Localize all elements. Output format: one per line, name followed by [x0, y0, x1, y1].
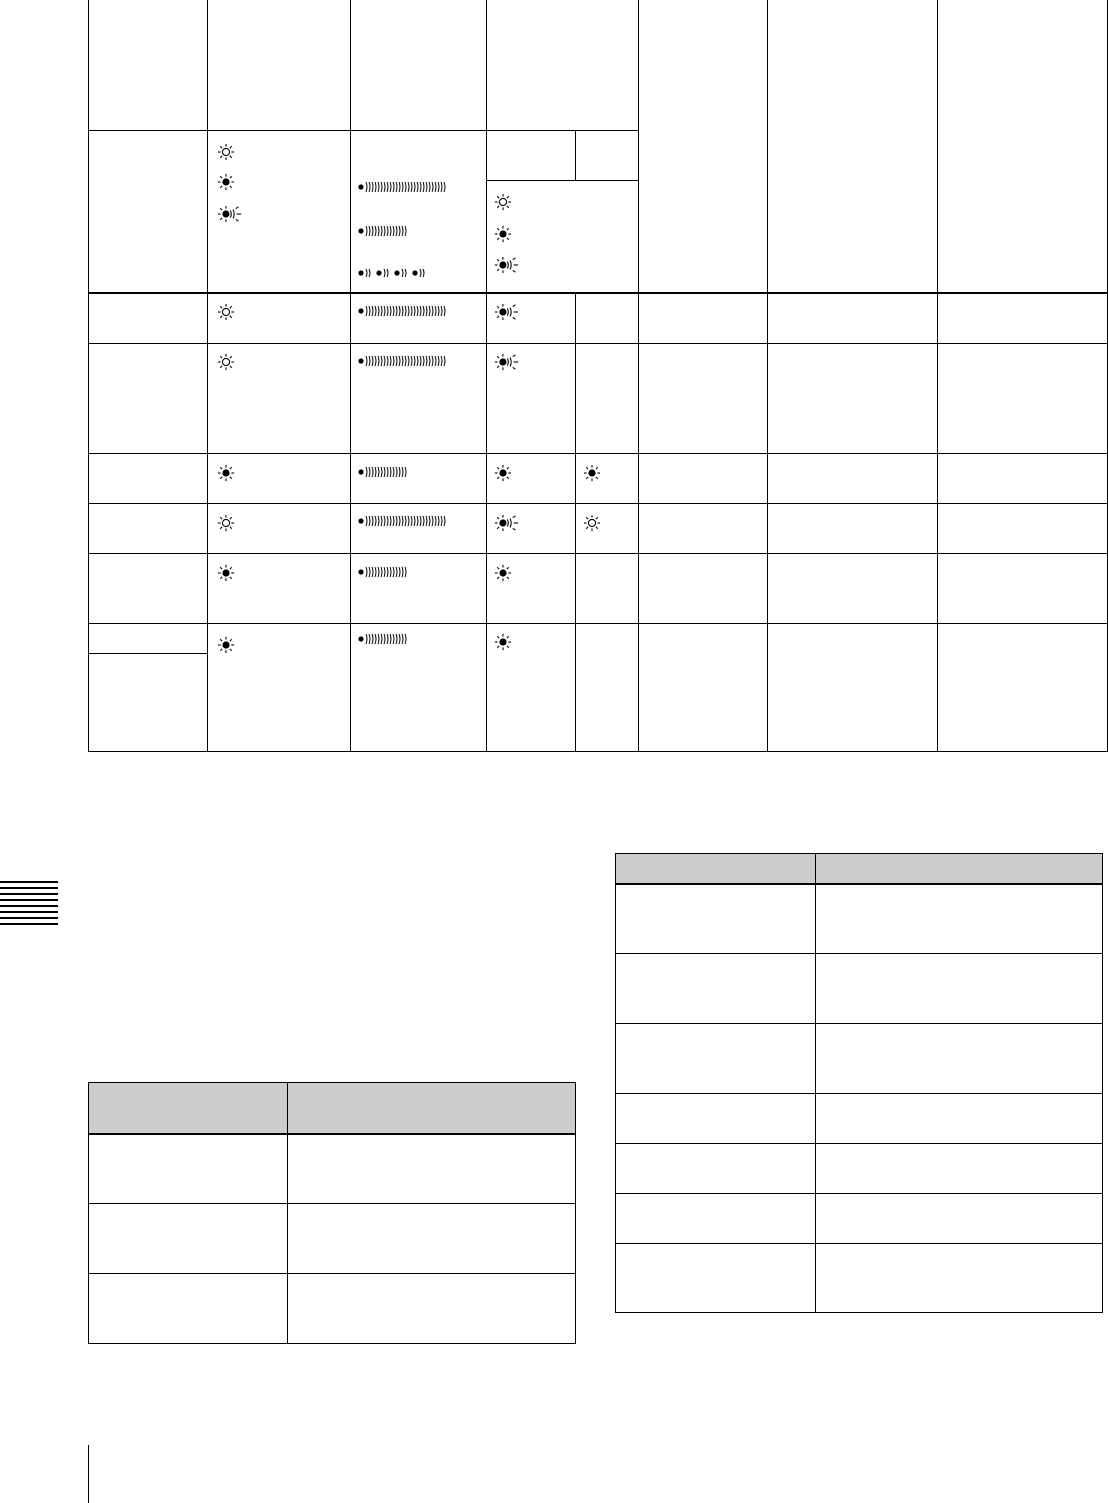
- buzzer-short-icon: [358, 225, 410, 237]
- lamp-flashing-icon: [494, 514, 519, 532]
- lamp-off-icon: [217, 143, 235, 161]
- left-table-header: [88, 1083, 576, 1133]
- lamp-on-icon: [217, 173, 235, 191]
- lamp-on-icon: [217, 464, 235, 482]
- buzzer-short-icon: [358, 466, 410, 478]
- buzzer-continuous-icon: [358, 515, 450, 527]
- buzzer-short-icon: [358, 566, 410, 578]
- lamp-on-icon: [217, 636, 235, 654]
- lamp-off-icon: [494, 193, 512, 211]
- lamp-on-icon: [494, 633, 512, 651]
- lamp-flashing-icon: [494, 256, 519, 274]
- buzzer-short-icon: [358, 633, 410, 645]
- lamp-off-icon: [583, 514, 601, 532]
- lamp-on-icon: [494, 225, 512, 243]
- buzzer-continuous-icon: [358, 355, 450, 367]
- lamp-flashing-icon: [494, 303, 519, 321]
- lamp-off-icon: [217, 514, 235, 532]
- lamp-on-icon: [494, 564, 512, 582]
- lamp-flashing-icon: [217, 205, 242, 223]
- buzzer-intermittent-icon: [358, 267, 428, 279]
- buzzer-continuous-icon: [358, 181, 450, 193]
- page-margin-rule: [88, 1445, 89, 1503]
- buzzer-continuous-icon: [358, 305, 450, 317]
- lamp-on-icon: [494, 464, 512, 482]
- lamp-off-icon: [217, 353, 235, 371]
- right-table-header: [615, 854, 1103, 883]
- lamp-on-icon: [217, 564, 235, 582]
- lamp-off-icon: [217, 303, 235, 321]
- chapter-tab-mark: [0, 881, 58, 929]
- lamp-flashing-icon: [494, 353, 519, 371]
- lamp-on-icon: [583, 464, 601, 482]
